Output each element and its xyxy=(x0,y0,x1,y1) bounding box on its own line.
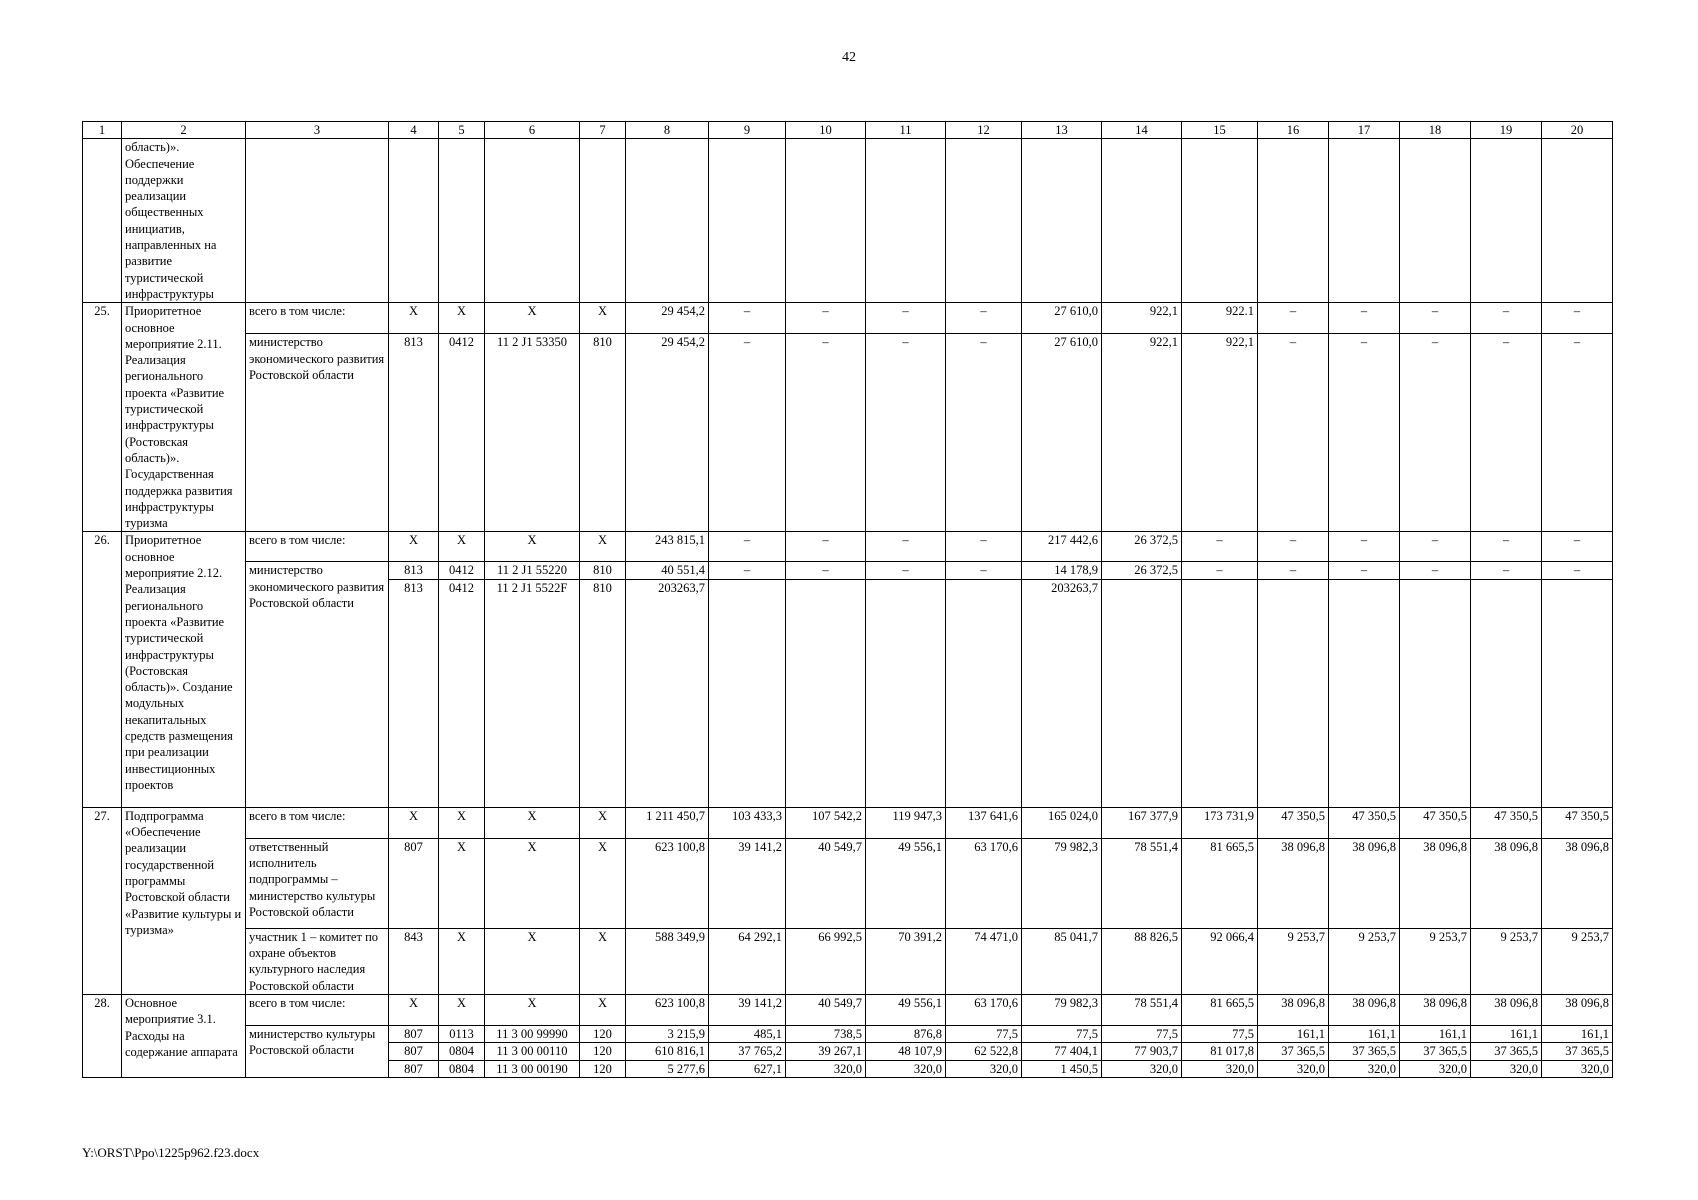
code-csr-cell: 11 3 00 00190 xyxy=(485,1060,580,1077)
amount-cell: 165 024,0 xyxy=(1022,807,1102,838)
amount-cell: 38 096,8 xyxy=(1542,838,1613,928)
amount-cell: – xyxy=(866,303,946,334)
amount-cell: 9 253,7 xyxy=(1258,928,1329,994)
empty-cell xyxy=(946,139,1022,303)
amount-cell: 77,5 xyxy=(1102,1025,1182,1042)
amount-cell: 66 992,5 xyxy=(786,928,866,994)
amount-cell: 9 253,7 xyxy=(1329,928,1400,994)
amount-cell: 37 365,5 xyxy=(1400,1043,1471,1060)
amount-cell: 1 450,5 xyxy=(1022,1060,1102,1077)
amount-cell: – xyxy=(1329,562,1400,579)
executor-cell: всего в том числе: xyxy=(246,807,389,838)
amount-cell: 107 542,2 xyxy=(786,807,866,838)
amount-cell: – xyxy=(946,532,1022,562)
table-row xyxy=(83,807,1613,838)
amount-cell: 1 211 450,7 xyxy=(626,807,709,838)
amount-cell: 9 253,7 xyxy=(1542,928,1613,994)
amount-cell: 40 549,7 xyxy=(786,838,866,928)
amount-cell xyxy=(866,579,946,807)
code-csr-cell: 11 3 00 99990 xyxy=(485,1025,580,1042)
amount-cell: 77,5 xyxy=(946,1025,1022,1042)
code-vr-cell: X xyxy=(580,303,626,334)
code-grbs-cell: X xyxy=(389,303,439,334)
amount-cell: – xyxy=(1542,532,1613,562)
amount-cell: 27 610,0 xyxy=(1022,303,1102,334)
column-header-1: 1 xyxy=(83,122,122,139)
amount-cell: 38 096,8 xyxy=(1400,994,1471,1025)
amount-cell xyxy=(1182,579,1258,807)
amount-cell: – xyxy=(786,334,866,532)
amount-cell: – xyxy=(1400,532,1471,562)
amount-cell: 47 350,5 xyxy=(1400,807,1471,838)
empty-cell xyxy=(1182,139,1258,303)
empty-cell xyxy=(1329,139,1400,303)
amount-cell: – xyxy=(946,303,1022,334)
code-rzpr-cell: X xyxy=(439,807,485,838)
column-header-11: 11 xyxy=(866,122,946,139)
amount-cell: 37 365,5 xyxy=(1329,1043,1400,1060)
code-grbs-cell: 807 xyxy=(389,1025,439,1042)
code-grbs-cell: 813 xyxy=(389,334,439,532)
amount-cell: 81 665,5 xyxy=(1182,838,1258,928)
amount-cell: – xyxy=(786,562,866,579)
amount-cell: 320,0 xyxy=(1182,1060,1258,1077)
code-csr-cell: X xyxy=(485,994,580,1025)
amount-cell: 320,0 xyxy=(786,1060,866,1077)
amount-cell: 38 096,8 xyxy=(1329,838,1400,928)
code-csr-cell: X xyxy=(485,807,580,838)
amount-cell: – xyxy=(1329,532,1400,562)
table-row xyxy=(83,562,1613,579)
column-number-header xyxy=(83,122,1613,139)
amount-cell: 320,0 xyxy=(1471,1060,1542,1077)
amount-cell: 38 096,8 xyxy=(1400,838,1471,928)
amount-cell: – xyxy=(1542,303,1613,334)
code-grbs-cell: 813 xyxy=(389,562,439,579)
code-rzpr-cell: 0412 xyxy=(439,579,485,807)
amount-cell: 38 096,8 xyxy=(1471,838,1542,928)
amount-cell: – xyxy=(1329,303,1400,334)
amount-cell: 49 556,1 xyxy=(866,994,946,1025)
column-header-12: 12 xyxy=(946,122,1022,139)
empty-cell xyxy=(786,139,866,303)
table-row xyxy=(83,303,1613,334)
amount-cell: 876,8 xyxy=(866,1025,946,1042)
amount-cell: 26 372,5 xyxy=(1102,532,1182,562)
amount-cell: 29 454,2 xyxy=(626,303,709,334)
amount-cell: 627,1 xyxy=(709,1060,786,1077)
code-csr-cell: X xyxy=(485,532,580,562)
event-title-cell: Основное мероприятие 3.1. Расходы на содержание аппарата xyxy=(122,994,246,1077)
amount-cell: – xyxy=(1400,562,1471,579)
empty-cell xyxy=(580,139,626,303)
amount-cell: 88 826,5 xyxy=(1102,928,1182,994)
code-rzpr-cell: X xyxy=(439,303,485,334)
column-header-18: 18 xyxy=(1400,122,1471,139)
amount-cell: 48 107,9 xyxy=(866,1043,946,1060)
code-rzpr-cell: X xyxy=(439,838,485,928)
empty-cell xyxy=(389,139,439,303)
amount-cell: 79 982,3 xyxy=(1022,838,1102,928)
amount-cell: – xyxy=(1471,303,1542,334)
column-header-2: 2 xyxy=(122,122,246,139)
executor-cell: всего в том числе: xyxy=(246,532,389,562)
amount-cell: 74 471,0 xyxy=(946,928,1022,994)
amount-cell: – xyxy=(1182,532,1258,562)
amount-cell: 922.1 xyxy=(1182,303,1258,334)
amount-cell: 39 141,2 xyxy=(709,838,786,928)
amount-cell: 588 349,9 xyxy=(626,928,709,994)
amount-cell: – xyxy=(946,334,1022,532)
continuation-title: область)». Обеспечение поддержки реализации общественных инициатив, направленных на развитие туристической инфраструктуры xyxy=(122,139,246,303)
amount-cell: 320,0 xyxy=(1329,1060,1400,1077)
amount-cell: 38 096,8 xyxy=(1471,994,1542,1025)
amount-cell: 64 292,1 xyxy=(709,928,786,994)
amount-cell: 161,1 xyxy=(1258,1025,1329,1042)
amount-cell: 37 365,5 xyxy=(1542,1043,1613,1060)
amount-cell: 81 017,8 xyxy=(1182,1043,1258,1060)
amount-cell xyxy=(1471,579,1542,807)
row-number-cell: 28. xyxy=(83,994,122,1077)
row-number-cell: 26. xyxy=(83,532,122,807)
amount-cell: 40 551,4 xyxy=(626,562,709,579)
amount-cell: – xyxy=(1471,532,1542,562)
code-csr-cell: X xyxy=(485,303,580,334)
empty-cell xyxy=(439,139,485,303)
empty-cell xyxy=(626,139,709,303)
code-rzpr-cell: 0804 xyxy=(439,1043,485,1060)
budget-table xyxy=(82,121,1613,1078)
amount-cell: 63 170,6 xyxy=(946,994,1022,1025)
code-grbs-cell: X xyxy=(389,807,439,838)
amount-cell: – xyxy=(1471,334,1542,532)
code-rzpr-cell: X xyxy=(439,928,485,994)
amount-cell: 92 066,4 xyxy=(1182,928,1258,994)
executor-cell: всего в том числе: xyxy=(246,994,389,1025)
code-grbs-cell: 807 xyxy=(389,1043,439,1060)
amount-cell: 320,0 xyxy=(866,1060,946,1077)
executor-cell: министерство культуры Ростовской области xyxy=(246,1025,389,1077)
code-csr-cell: 11 3 00 00110 xyxy=(485,1043,580,1060)
amount-cell: 922,1 xyxy=(1182,334,1258,532)
amount-cell: – xyxy=(1471,562,1542,579)
amount-cell: – xyxy=(866,532,946,562)
amount-cell: 70 391,2 xyxy=(866,928,946,994)
amount-cell: 14 178,9 xyxy=(1022,562,1102,579)
column-header-7: 7 xyxy=(580,122,626,139)
amount-cell: 26 372,5 xyxy=(1102,562,1182,579)
column-header-10: 10 xyxy=(786,122,866,139)
executor-cell: министерство экономического развития Ростовской области xyxy=(246,334,389,532)
amount-cell: – xyxy=(786,303,866,334)
amount-cell: – xyxy=(1182,562,1258,579)
amount-cell: – xyxy=(1258,334,1329,532)
event-title-cell: Подпрограмма «Обеспечение реализации государственной программы Ростовской области «Развитие культуры и туризма» xyxy=(122,807,246,994)
amount-cell xyxy=(1542,579,1613,807)
amount-cell: – xyxy=(1329,334,1400,532)
amount-cell: 320,0 xyxy=(946,1060,1022,1077)
empty-cell xyxy=(1102,139,1182,303)
amount-cell: 38 096,8 xyxy=(1542,994,1613,1025)
executor-cell: всего в том числе: xyxy=(246,303,389,334)
table-row xyxy=(83,1025,1613,1042)
amount-cell: 5 277,6 xyxy=(626,1060,709,1077)
code-vr-cell: 120 xyxy=(580,1043,626,1060)
empty-cell xyxy=(246,139,389,303)
amount-cell: 103 433,3 xyxy=(709,807,786,838)
amount-cell: – xyxy=(1258,303,1329,334)
code-grbs-cell: 843 xyxy=(389,928,439,994)
amount-cell: 167 377,9 xyxy=(1102,807,1182,838)
amount-cell: – xyxy=(1542,562,1613,579)
amount-cell xyxy=(1258,579,1329,807)
amount-cell: 47 350,5 xyxy=(1471,807,1542,838)
amount-cell: 47 350,5 xyxy=(1258,807,1329,838)
amount-cell: 161,1 xyxy=(1400,1025,1471,1042)
column-header-6: 6 xyxy=(485,122,580,139)
row-number-cell: 27. xyxy=(83,807,122,994)
code-vr-cell: 120 xyxy=(580,1025,626,1042)
code-vr-cell: 810 xyxy=(580,579,626,807)
footer-file-path: Y:\ORST\Ppo\1225p962.f23.docx xyxy=(82,1145,260,1160)
amount-cell: 738,5 xyxy=(786,1025,866,1042)
amount-cell: – xyxy=(1400,303,1471,334)
column-header-8: 8 xyxy=(626,122,709,139)
amount-cell: 77,5 xyxy=(1182,1025,1258,1042)
amount-cell: 922,1 xyxy=(1102,303,1182,334)
column-header-17: 17 xyxy=(1329,122,1400,139)
amount-cell: 78 551,4 xyxy=(1102,994,1182,1025)
amount-cell: 85 041,7 xyxy=(1022,928,1102,994)
amount-cell: 62 522,8 xyxy=(946,1043,1022,1060)
amount-cell: 77,5 xyxy=(1022,1025,1102,1042)
code-csr-cell: X xyxy=(485,838,580,928)
amount-cell: 47 350,5 xyxy=(1542,807,1613,838)
amount-cell: 161,1 xyxy=(1329,1025,1400,1042)
amount-cell: 203263,7 xyxy=(626,579,709,807)
budget-table-container xyxy=(82,121,1613,1078)
column-header-20: 20 xyxy=(1542,122,1613,139)
code-rzpr-cell: X xyxy=(439,532,485,562)
amount-cell xyxy=(1400,579,1471,807)
code-csr-cell: 11 2 J1 55220 xyxy=(485,562,580,579)
amount-cell: 320,0 xyxy=(1102,1060,1182,1077)
column-header-19: 19 xyxy=(1471,122,1542,139)
code-rzpr-cell: 0412 xyxy=(439,334,485,532)
amount-cell: 39 141,2 xyxy=(709,994,786,1025)
table-row xyxy=(83,928,1613,994)
code-grbs-cell: 813 xyxy=(389,579,439,807)
amount-cell: – xyxy=(866,334,946,532)
code-vr-cell: 810 xyxy=(580,334,626,532)
amount-cell: – xyxy=(946,562,1022,579)
amount-cell: 37 365,5 xyxy=(1258,1043,1329,1060)
amount-cell xyxy=(946,579,1022,807)
code-csr-cell: X xyxy=(485,928,580,994)
row-number-cell: 25. xyxy=(83,303,122,532)
event-title-cell: Приоритетное основное мероприятие 2.11. Реализация регионального проекта «Развитие туристической инфраструктуры (Ростовская область)». Государственная поддержка развития инфраструктуры туризма xyxy=(122,303,246,532)
column-header-14: 14 xyxy=(1102,122,1182,139)
amount-cell: 623 100,8 xyxy=(626,838,709,928)
table-row xyxy=(83,838,1613,928)
amount-cell xyxy=(1329,579,1400,807)
amount-cell: 161,1 xyxy=(1542,1025,1613,1042)
code-vr-cell: X xyxy=(580,807,626,838)
amount-cell: 320,0 xyxy=(1400,1060,1471,1077)
amount-cell: 485,1 xyxy=(709,1025,786,1042)
code-vr-cell: X xyxy=(580,838,626,928)
amount-cell: 37 365,5 xyxy=(1471,1043,1542,1060)
empty-cell xyxy=(1400,139,1471,303)
amount-cell: 40 549,7 xyxy=(786,994,866,1025)
amount-cell: – xyxy=(1542,334,1613,532)
code-grbs-cell: 807 xyxy=(389,1060,439,1077)
amount-cell: – xyxy=(709,334,786,532)
empty-cell xyxy=(1022,139,1102,303)
column-header-16: 16 xyxy=(1258,122,1329,139)
amount-cell: 9 253,7 xyxy=(1400,928,1471,994)
column-header-4: 4 xyxy=(389,122,439,139)
amount-cell: 29 454,2 xyxy=(626,334,709,532)
amount-cell: 37 765,2 xyxy=(709,1043,786,1060)
amount-cell: – xyxy=(1258,562,1329,579)
amount-cell: 137 641,6 xyxy=(946,807,1022,838)
amount-cell xyxy=(1102,579,1182,807)
code-vr-cell: X xyxy=(580,532,626,562)
amount-cell: 217 442,6 xyxy=(1022,532,1102,562)
column-header-13: 13 xyxy=(1022,122,1102,139)
code-vr-cell: X xyxy=(580,994,626,1025)
amount-cell: 623 100,8 xyxy=(626,994,709,1025)
code-grbs-cell: X xyxy=(389,994,439,1025)
code-vr-cell: 810 xyxy=(580,562,626,579)
amount-cell: – xyxy=(786,532,866,562)
amount-cell: 27 610,0 xyxy=(1022,334,1102,532)
empty-cell xyxy=(485,139,580,303)
amount-cell: 63 170,6 xyxy=(946,838,1022,928)
continuation-row xyxy=(83,139,1613,303)
amount-cell: – xyxy=(709,562,786,579)
event-title-cell: Приоритетное основное мероприятие 2.12. Реализация регионального проекта «Развитие туристической инфраструктуры (Ростовская область)». Создание модульных некапитальных средств размещения при реализации инвестиционных проектов xyxy=(122,532,246,807)
code-grbs-cell: 807 xyxy=(389,838,439,928)
code-rzpr-cell: 0804 xyxy=(439,1060,485,1077)
amount-cell: – xyxy=(1400,334,1471,532)
amount-cell: – xyxy=(866,562,946,579)
executor-cell: министерство экономического развития Ростовской области xyxy=(246,562,389,807)
amount-cell: 81 665,5 xyxy=(1182,994,1258,1025)
empty-cell xyxy=(1542,139,1613,303)
amount-cell: 79 982,3 xyxy=(1022,994,1102,1025)
empty-cell xyxy=(866,139,946,303)
amount-cell: 47 350,5 xyxy=(1329,807,1400,838)
amount-cell: 77 404,1 xyxy=(1022,1043,1102,1060)
executor-cell: участник 1 – комитет по охране объектов культурного наследия Ростовской области xyxy=(246,928,389,994)
column-header-15: 15 xyxy=(1182,122,1258,139)
amount-cell: 161,1 xyxy=(1471,1025,1542,1042)
code-grbs-cell: X xyxy=(389,532,439,562)
amount-cell: 78 551,4 xyxy=(1102,838,1182,928)
column-header-9: 9 xyxy=(709,122,786,139)
amount-cell xyxy=(709,579,786,807)
amount-cell: 922,1 xyxy=(1102,334,1182,532)
amount-cell: 610 816,1 xyxy=(626,1043,709,1060)
amount-cell: 243 815,1 xyxy=(626,532,709,562)
code-vr-cell: X xyxy=(580,928,626,994)
amount-cell: – xyxy=(1258,532,1329,562)
amount-cell: 320,0 xyxy=(1258,1060,1329,1077)
amount-cell: 173 731,9 xyxy=(1182,807,1258,838)
page-number: 42 xyxy=(842,50,856,65)
empty-cell xyxy=(1471,139,1542,303)
column-header-5: 5 xyxy=(439,122,485,139)
amount-cell: 38 096,8 xyxy=(1329,994,1400,1025)
code-rzpr-cell: 0412 xyxy=(439,562,485,579)
table-row xyxy=(83,334,1613,532)
table-row xyxy=(83,532,1613,562)
executor-cell: ответственный исполнитель подпрограммы – министерство культуры Ростовской области xyxy=(246,838,389,928)
column-header-3: 3 xyxy=(246,122,389,139)
amount-cell: 38 096,8 xyxy=(1258,994,1329,1025)
amount-cell xyxy=(786,579,866,807)
code-vr-cell: 120 xyxy=(580,1060,626,1077)
amount-cell: 3 215,9 xyxy=(626,1025,709,1042)
empty-cell xyxy=(709,139,786,303)
amount-cell: 38 096,8 xyxy=(1258,838,1329,928)
code-csr-cell: 11 2 J1 53350 xyxy=(485,334,580,532)
amount-cell: 203263,7 xyxy=(1022,579,1102,807)
amount-cell: 49 556,1 xyxy=(866,838,946,928)
table-row xyxy=(83,994,1613,1025)
code-rzpr-cell: 0113 xyxy=(439,1025,485,1042)
code-csr-cell: 11 2 J1 5522F xyxy=(485,579,580,807)
amount-cell: 39 267,1 xyxy=(786,1043,866,1060)
amount-cell: – xyxy=(709,532,786,562)
amount-cell: 77 903,7 xyxy=(1102,1043,1182,1060)
amount-cell: 9 253,7 xyxy=(1471,928,1542,994)
amount-cell: 119 947,3 xyxy=(866,807,946,838)
empty-cell xyxy=(1258,139,1329,303)
amount-cell: 320,0 xyxy=(1542,1060,1613,1077)
row-number-cell xyxy=(83,139,122,303)
amount-cell: – xyxy=(709,303,786,334)
code-rzpr-cell: X xyxy=(439,994,485,1025)
